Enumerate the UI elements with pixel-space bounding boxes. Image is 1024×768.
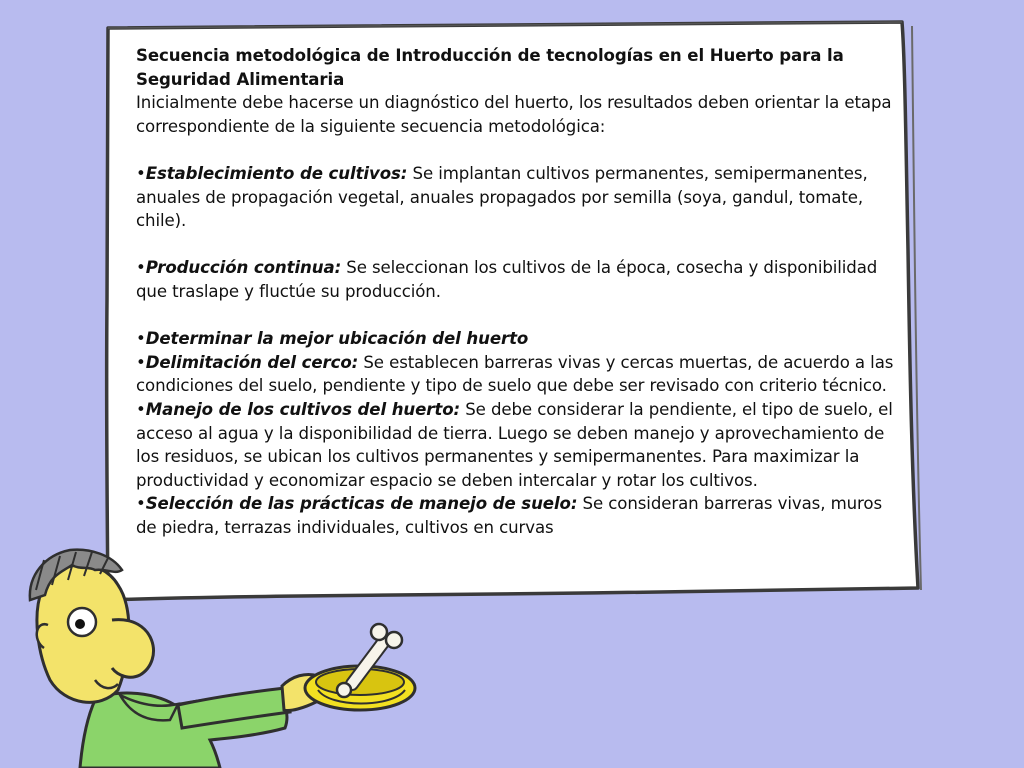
item-term: Manejo de los cultivos del huerto: — [145, 399, 461, 419]
intro-paragraph: Inicialmente debe hacerse un diagnóstico del huerto, los resultados deben orientar la etapa correspondiente de la siguiente secuencia metodológica: — [136, 93, 892, 136]
item-term: Selección de las prácticas de manejo de suelo: — [145, 494, 578, 514]
item-text: Se consideran barreras vivas, muros de piedra, terrazas individuales, cultivos en curvas — [136, 494, 882, 537]
bullet: • — [136, 163, 146, 183]
list-item — [136, 351, 898, 398]
item-term: Producción continua: — [145, 258, 342, 278]
bullet: • — [136, 352, 146, 372]
item-term: Establecimiento de cultivos: — [145, 163, 408, 183]
list-item — [136, 492, 898, 539]
list-item — [136, 162, 898, 233]
item-text: Se debe considerar la pendiente, el tipo de suelo, el acceso al agua y la disponibilidad de tierra. Luego se deben manejo y aprovechamiento de los residuos, se ubican los cultivos permanentes y semipermanentes. Para maximizar la productividad y economizar espacio se deben intercalar y rotar los cultivos. — [136, 399, 893, 490]
item-text: Se seleccionan los cultivos de la época, cosecha y disponibilidad que traslape y fluctúe su producción. — [136, 258, 878, 301]
list-item — [136, 398, 898, 492]
bullet: • — [136, 494, 146, 514]
sign-text — [136, 44, 898, 539]
item-term: Determinar la mejor ubicación del huerto — [145, 329, 529, 349]
item-text: Se establecen barreras vivas y cercas muertas, de acuerdo a las condiciones del suelo, pendiente y tipo de suelo que debe ser revisado con criterio técnico. — [136, 352, 894, 396]
page-title: Secuencia metodológica de Introducción de tecnologías en el Huerto para la Seguridad Alimentaria — [136, 46, 844, 89]
bullet: • — [136, 329, 146, 349]
bullet: • — [136, 258, 146, 278]
item-text: Se implantan cultivos permanentes, semipermanentes, anuales de propagación vegetal, anuales propagados por semilla (soya, gandul, tomate, chile). — [136, 163, 868, 231]
list-item — [136, 256, 898, 303]
bullet: • — [136, 399, 146, 419]
list-item — [136, 327, 898, 351]
item-term: Delimitación del cerco: — [145, 352, 359, 372]
